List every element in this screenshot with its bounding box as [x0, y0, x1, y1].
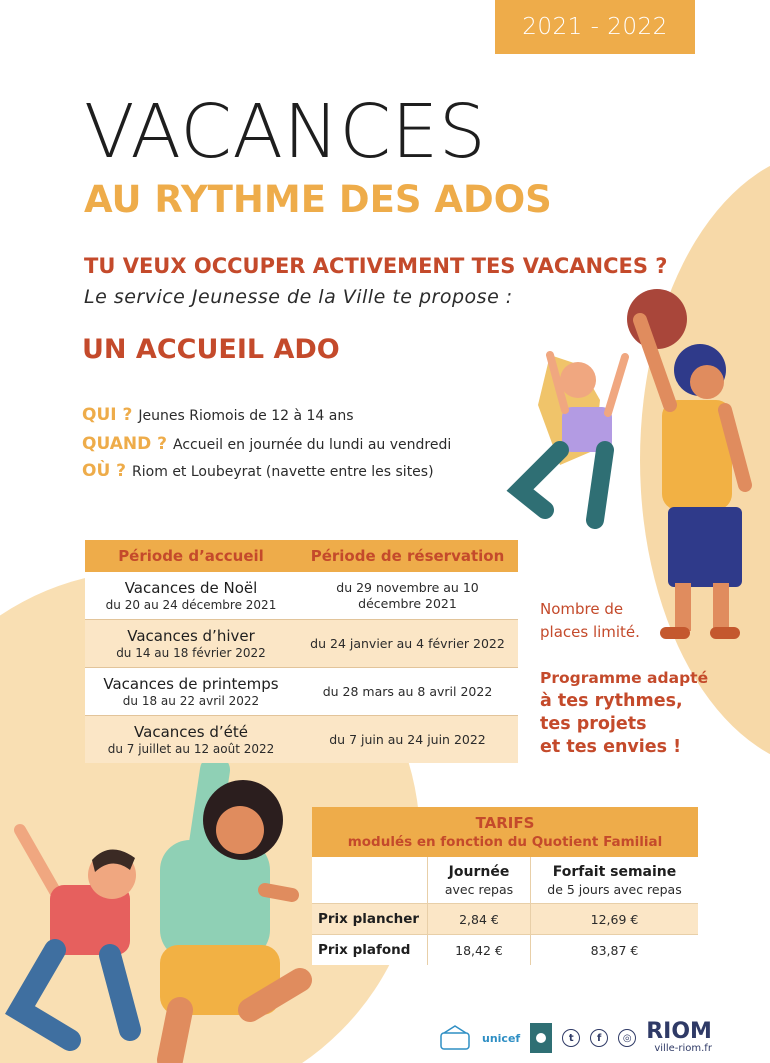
- column-subtitle: de 5 jours avec repas: [547, 881, 682, 897]
- column-title: Forfait semaine: [552, 863, 677, 880]
- program-note: [540, 667, 720, 759]
- column-header: Période de réservation: [310, 547, 505, 565]
- info-key: OÙ ?: [82, 461, 127, 481]
- period-dates: du 18 au 22 avril 2022: [122, 693, 260, 708]
- column-header: Période d’accueil: [118, 547, 264, 565]
- reservation-cell: [297, 716, 518, 763]
- program-line: et tes envies !: [540, 737, 682, 757]
- tariffs-table: [312, 807, 698, 965]
- table-row: [85, 620, 518, 667]
- info-text: Jeunes Riomois de 12 à 14 ans: [138, 408, 354, 424]
- periods-table-header: [85, 540, 518, 572]
- period-cell: [85, 668, 297, 715]
- program-line: à tes rythmes,: [540, 691, 683, 711]
- program-line: tes projets: [540, 714, 647, 734]
- period-name: Vacances de Noël: [124, 578, 258, 597]
- period-dates: du 7 juillet au 12 août 2022: [107, 741, 275, 756]
- tariffs-column-headers: [312, 857, 698, 903]
- table-row: [85, 572, 518, 619]
- footer-logos: [438, 1018, 712, 1058]
- intro-text: Le service Jeunesse de la Ville te propose :: [84, 286, 513, 308]
- limited-places-note: [540, 598, 640, 644]
- riom-url: ville-riom.fr: [654, 1043, 712, 1054]
- year-badge: 2021 - 2022: [495, 0, 695, 54]
- period-name: Vacances d’été: [134, 722, 248, 741]
- period-cell: [85, 716, 297, 763]
- reservation-dates: du 7 juin au 24 juin 2022: [329, 731, 486, 747]
- tariffs-title: TARIFS: [475, 814, 535, 832]
- period-dates: du 20 au 24 décembre 2021: [105, 597, 277, 612]
- empty-header-cell: [312, 857, 427, 903]
- limited-line: places limité.: [540, 623, 640, 641]
- period-dates: du 14 au 18 février 2022: [116, 645, 266, 660]
- teens-basketball-illustration: [500, 285, 770, 650]
- tariffs-subtitle: modulés en fonction du Quotient Familial: [347, 834, 663, 850]
- period-name: Vacances de printemps: [103, 674, 279, 693]
- reservation-dates: du 29 novembre au 10 décembre 2021: [336, 579, 479, 611]
- caf-logo: [530, 1023, 552, 1053]
- info-when: [82, 433, 451, 456]
- info-key: QUAND ?: [82, 434, 168, 454]
- limited-line: Nombre de: [540, 600, 624, 618]
- table-row: [85, 716, 518, 763]
- kids-jumping-illustration: [0, 760, 330, 1063]
- info-who: [82, 404, 354, 427]
- reservation-dates: du 24 janvier au 4 février 2022: [310, 635, 505, 651]
- section-title: UN ACCUEIL ADO: [82, 334, 340, 365]
- riom-logo[interactable]: [646, 1021, 712, 1055]
- periods-table: [85, 540, 518, 763]
- instagram-icon[interactable]: ◎: [618, 1029, 636, 1047]
- headline-question: TU VEUX OCCUPER ACTIVEMENT TES VACANCES ?: [84, 254, 668, 278]
- price-day: 18,42 €: [427, 935, 530, 965]
- page-title: VACANCES: [84, 89, 487, 175]
- table-row: [312, 904, 698, 934]
- price-day: 2,84 €: [427, 904, 530, 934]
- reservation-cell: [297, 620, 518, 667]
- column-title: Journée: [448, 863, 510, 880]
- info-key: QUI ?: [82, 405, 133, 425]
- reservation-dates: du 28 mars au 8 avril 2022: [322, 683, 493, 699]
- program-line: Programme adapté: [540, 669, 709, 687]
- column-subtitle: avec repas: [444, 881, 514, 897]
- price-label: Prix plafond: [318, 942, 411, 958]
- unicef-text: unicef: [482, 1031, 521, 1045]
- column-header-day: [427, 857, 530, 903]
- twitter-icon[interactable]: t: [562, 1029, 580, 1047]
- facebook-icon[interactable]: f: [590, 1029, 608, 1047]
- info-text: Accueil en journée du lundi au vendredi: [173, 437, 452, 453]
- price-label: Prix plancher: [318, 911, 420, 927]
- unicef-logo: [482, 1032, 520, 1045]
- price-week: 83,87 €: [530, 935, 698, 965]
- info-where: [82, 460, 434, 483]
- period-name: Vacances d’hiver: [127, 626, 255, 645]
- info-text: Riom et Loubeyrat (navette entre les sites): [132, 464, 434, 480]
- period-cell: [85, 620, 297, 667]
- table-row: [312, 935, 698, 965]
- column-header-week: [530, 857, 698, 903]
- reservation-cell: [297, 572, 518, 619]
- riom-wordmark: RIOM: [646, 1019, 712, 1044]
- reservation-cell: [297, 668, 518, 715]
- table-row: [85, 668, 518, 715]
- page-subtitle: AU RYTHME DES ADOS: [84, 178, 552, 221]
- price-week: 12,69 €: [530, 904, 698, 934]
- children-city-logo: [438, 1023, 472, 1053]
- period-cell: [85, 572, 297, 619]
- tariffs-header: [312, 807, 698, 857]
